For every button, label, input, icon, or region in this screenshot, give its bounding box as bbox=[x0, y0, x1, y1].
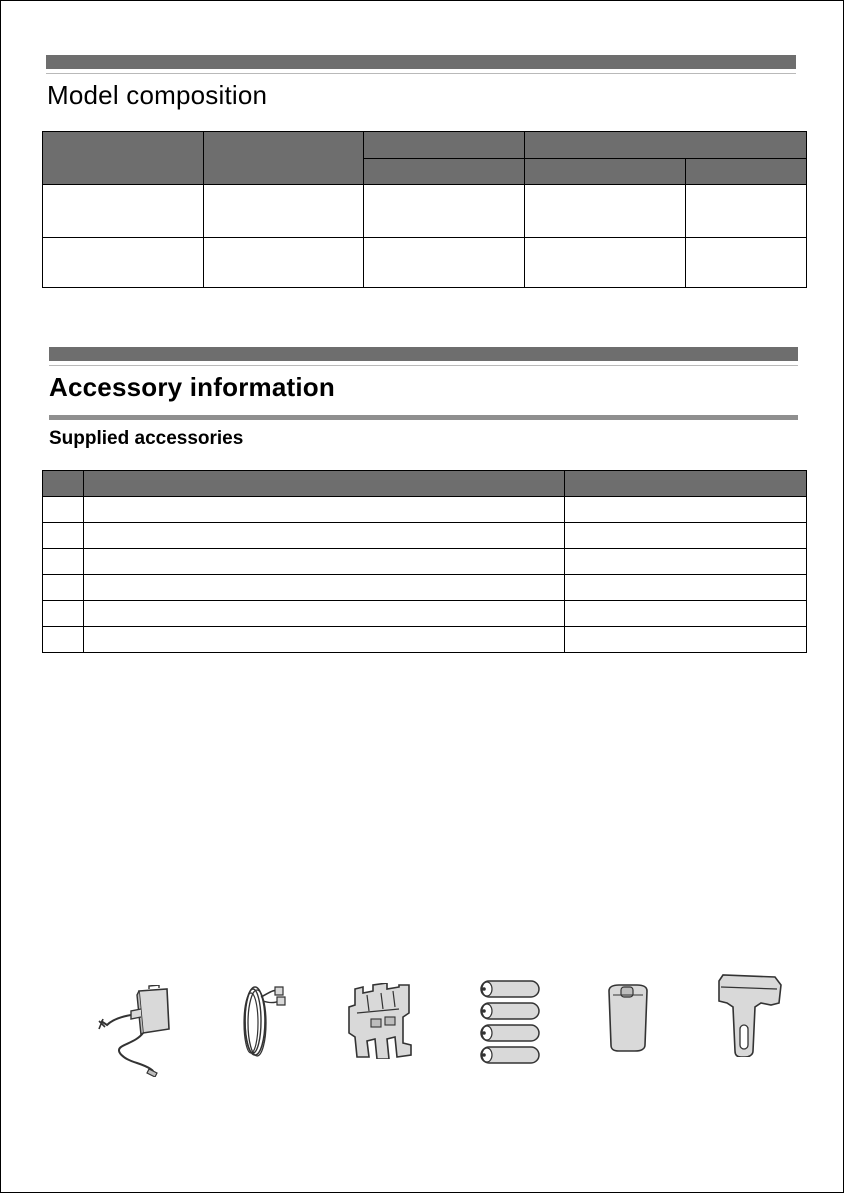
table-row bbox=[43, 575, 807, 601]
table-cell bbox=[525, 185, 686, 238]
header-cell bbox=[565, 471, 807, 497]
supplied-accessories-table bbox=[42, 470, 807, 653]
model-composition-table bbox=[42, 131, 807, 288]
belt-clip-icon bbox=[715, 973, 783, 1057]
header-cell bbox=[525, 132, 807, 159]
table-cell bbox=[686, 185, 807, 238]
table-cell bbox=[204, 238, 364, 288]
subsection-rule bbox=[49, 415, 798, 420]
supplied-accessories-heading: Supplied accessories bbox=[49, 428, 244, 449]
table-cell bbox=[565, 497, 807, 523]
table-cell bbox=[84, 523, 565, 549]
table-cell bbox=[565, 523, 807, 549]
table-cell bbox=[565, 575, 807, 601]
section-rule-model bbox=[46, 73, 796, 74]
table-cell bbox=[43, 627, 84, 653]
table-cell bbox=[364, 185, 525, 238]
header-cell bbox=[364, 132, 525, 159]
header-cell bbox=[364, 158, 525, 185]
accessory-information-heading: Accessory information bbox=[49, 372, 335, 402]
handset-cover-icon bbox=[605, 983, 651, 1053]
table-cell bbox=[364, 238, 525, 288]
table-row bbox=[43, 523, 807, 549]
ac-adaptor-icon bbox=[97, 985, 177, 1077]
table-cell bbox=[43, 549, 84, 575]
table-cell bbox=[565, 601, 807, 627]
table-cell bbox=[43, 523, 84, 549]
section-bar-model bbox=[46, 55, 796, 69]
model-composition-heading: Model composition bbox=[47, 80, 268, 110]
wall-mounting-adaptor-icon bbox=[347, 983, 415, 1059]
table-cell bbox=[43, 238, 204, 288]
table-cell bbox=[565, 549, 807, 575]
table-cell bbox=[84, 601, 565, 627]
table-cell bbox=[43, 185, 204, 238]
table-cell bbox=[84, 497, 565, 523]
table-cell bbox=[84, 575, 565, 601]
table-cell bbox=[84, 549, 565, 575]
section-rule-accessory bbox=[49, 365, 798, 366]
header-cell bbox=[686, 158, 807, 185]
table-row bbox=[43, 238, 807, 288]
table-cell bbox=[565, 627, 807, 653]
table-cell bbox=[43, 497, 84, 523]
table-cell bbox=[84, 627, 565, 653]
table-cell bbox=[43, 601, 84, 627]
table-cell bbox=[204, 185, 364, 238]
table-header-row bbox=[43, 132, 807, 159]
header-cell bbox=[84, 471, 565, 497]
table-row bbox=[43, 549, 807, 575]
table-row bbox=[43, 601, 807, 627]
section-bar-accessory bbox=[49, 347, 798, 361]
table-cell bbox=[686, 238, 807, 288]
header-cell bbox=[43, 132, 204, 185]
header-cell bbox=[525, 158, 686, 185]
table-row bbox=[43, 497, 807, 523]
table-cell bbox=[43, 575, 84, 601]
header-cell bbox=[43, 471, 84, 497]
header-cell bbox=[204, 132, 364, 185]
rechargeable-batteries-icon bbox=[475, 979, 543, 1069]
table-cell bbox=[525, 238, 686, 288]
table-header-row bbox=[43, 471, 807, 497]
table-row bbox=[43, 185, 807, 238]
telephone-line-cord-icon bbox=[235, 981, 287, 1063]
table-row bbox=[43, 627, 807, 653]
